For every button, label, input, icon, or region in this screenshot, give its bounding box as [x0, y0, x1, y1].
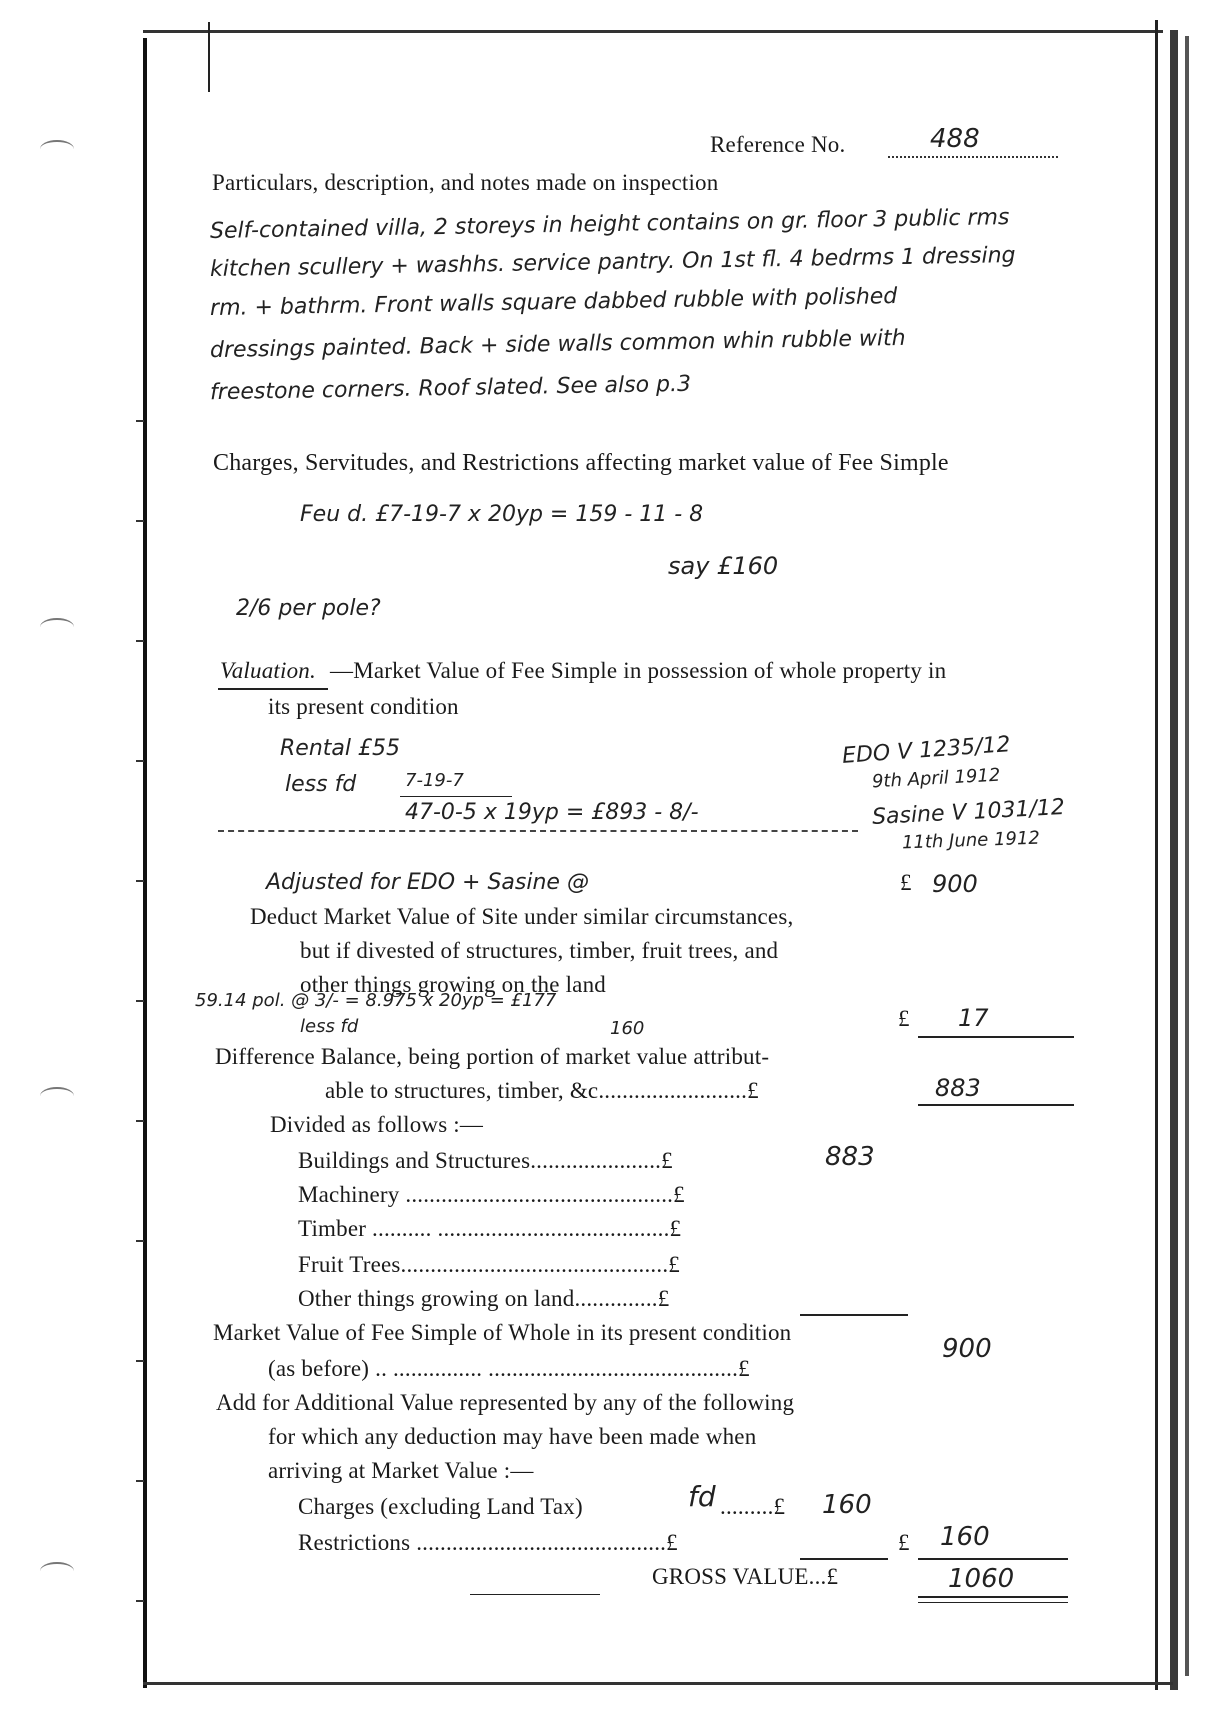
- valuation-rule: [218, 830, 858, 832]
- margin-tick: [136, 1360, 144, 1362]
- difference-value: 883: [935, 1074, 981, 1102]
- page-edge-right: [1155, 20, 1158, 1690]
- gross-left-line: [470, 1594, 600, 1595]
- site-value-symbol: £: [898, 1006, 910, 1031]
- divided-item-other: Other things growing on land..............£: [298, 1286, 670, 1311]
- page-edge-left: [143, 38, 147, 1688]
- particulars-line: Self-contained villa, 2 storeys in height contains on gr. floor 3 public rms: [209, 205, 1010, 244]
- gross-value-line: [918, 1596, 1068, 1598]
- adjusted-note: Adjusted for EDO + Sasine @: [266, 870, 589, 895]
- charges-note: Feu d. £7-19-7 x 20yp = 159 - 11 - 8: [300, 502, 704, 527]
- punch-hole-mark: [40, 140, 74, 158]
- gross-value-label: GROSS VALUE...£: [652, 1564, 839, 1589]
- divided-item-buildings: Buildings and Structures......................£: [298, 1148, 673, 1173]
- particulars-line: dressings painted. Back + side walls common whin rubble with: [209, 325, 906, 364]
- sasine-ref: Sasine V 1031/12: [871, 794, 1066, 831]
- difference-line-1: Difference Balance, being portion of market value attribut-: [215, 1044, 770, 1069]
- margin-tick: [136, 1240, 144, 1242]
- charges-note: say £160: [668, 552, 779, 580]
- restrictions-label: Restrictions ..........................................£: [298, 1530, 678, 1555]
- site-value-line: [918, 1036, 1074, 1038]
- page-edge-top: [143, 30, 1163, 33]
- valuation-fd-value: 7-19-7: [405, 770, 464, 791]
- whole-line-2: (as before) .. ............... ..........................................£: [268, 1356, 750, 1381]
- particulars-heading: Particulars, description, and notes made on inspection: [212, 170, 719, 195]
- margin-tick: [136, 420, 144, 422]
- charges-item-suffix: .........£: [720, 1494, 786, 1519]
- gross-value-double-line: [918, 1602, 1068, 1603]
- deduct-line-3: other things growing on the land: [300, 972, 606, 997]
- valuation-heading-2: its present condition: [268, 694, 459, 719]
- divided-heading: Divided as follows :—: [270, 1112, 484, 1137]
- add-line-1: Add for Additional Value represented by any of the following: [216, 1390, 795, 1415]
- particulars-line: freestone corners. Roof slated. See also p.3: [209, 371, 692, 406]
- valuation-label: Valuation.: [220, 658, 316, 683]
- divided-item-timber: Timber .......... .......................................£: [298, 1216, 682, 1241]
- reference-value: 488: [930, 124, 980, 154]
- valuation-sum-line: [400, 796, 512, 797]
- reference-label: Reference No.: [710, 132, 846, 157]
- divided-item-buildings-value: 883: [825, 1142, 875, 1172]
- add-line-2: for which any deduction may have been made when: [268, 1424, 757, 1449]
- difference-line-2: able to structures, timber, &c.........................£: [325, 1078, 759, 1103]
- punch-hole-mark: [40, 618, 74, 636]
- charges-item-value: 160: [822, 1490, 872, 1520]
- site-note: less fd: [300, 1016, 359, 1037]
- punch-hole-mark: [40, 1562, 74, 1580]
- market-value-symbol: £: [900, 870, 912, 895]
- margin-tick: [136, 1480, 144, 1482]
- margin-tick: [136, 880, 144, 882]
- charges-heading: Charges, Servitudes, and Restrictions affecting market value of Fee Simple: [213, 450, 949, 476]
- margin-tick: [136, 760, 144, 762]
- deduct-line-1: Deduct Market Value of Site under similar circumstances,: [250, 904, 794, 929]
- valuation-heading: —Market Value of Fee Simple in possession of whole property in: [330, 658, 947, 683]
- edo-date: 9th April 1912: [871, 764, 1001, 793]
- divided-total-line: [800, 1314, 908, 1316]
- valuation-less-fd: less fd: [285, 772, 357, 797]
- whole-value: 900: [942, 1334, 992, 1364]
- page-edge-bottom: [143, 1682, 1173, 1685]
- whole-line-1: Market Value of Fee Simple of Whole in its present condition: [213, 1320, 792, 1345]
- margin-tick: [136, 1600, 144, 1602]
- particulars-line: rm. + bathrm. Front walls square dabbed rubble with polished: [209, 284, 898, 321]
- site-note: 59.14 pol. @ 3/- = 8.975 x 20yp = £177: [195, 990, 557, 1011]
- punch-hole-mark: [40, 1087, 74, 1105]
- site-value: 17: [958, 1004, 989, 1032]
- difference-value-line: [918, 1104, 1074, 1106]
- valuation-rental: Rental £55: [280, 736, 400, 761]
- page-edge-inner: [208, 22, 210, 92]
- restrictions-total-line: [918, 1558, 1068, 1560]
- page-edge-right-stack: [1170, 30, 1178, 1690]
- site-note: 160: [610, 1018, 645, 1039]
- deduct-line-2: but if divested of structures, timber, fruit trees, and: [300, 938, 779, 963]
- particulars-line: kitchen scullery + washhs. service pantry. On 1st fl. 4 bedrms 1 dressing: [209, 242, 1016, 283]
- margin-tick: [136, 640, 144, 642]
- edo-ref: EDO V 1235/12: [841, 732, 1012, 769]
- page-edge-right-stack-outer: [1185, 36, 1189, 1676]
- restrictions-total-value: 160: [940, 1522, 990, 1552]
- restrictions-line: [800, 1558, 888, 1560]
- divided-item-fruit-trees: Fruit Trees.............................................£: [298, 1252, 680, 1277]
- margin-tick: [136, 520, 144, 522]
- margin-tick: [136, 1120, 144, 1122]
- reference-line: [888, 156, 1058, 158]
- charges-item-note: fd: [688, 1480, 716, 1513]
- charges-item-label: Charges (excluding Land Tax): [298, 1494, 583, 1519]
- gross-value: 1060: [948, 1564, 1015, 1594]
- market-value: 900: [932, 870, 978, 898]
- restrictions-total-symbol: £: [898, 1530, 910, 1555]
- sasine-date: 11th June 1912: [901, 827, 1041, 854]
- divided-item-machinery: Machinery .............................................£: [298, 1182, 685, 1207]
- margin-tick: [136, 1000, 144, 1002]
- valuation-net: 47-0-5 x 19yp = £893 - 8/-: [405, 800, 699, 825]
- add-line-3: arriving at Market Value :—: [268, 1458, 534, 1483]
- valuation-underline: [218, 688, 328, 690]
- charges-note: 2/6 per pole?: [236, 596, 381, 621]
